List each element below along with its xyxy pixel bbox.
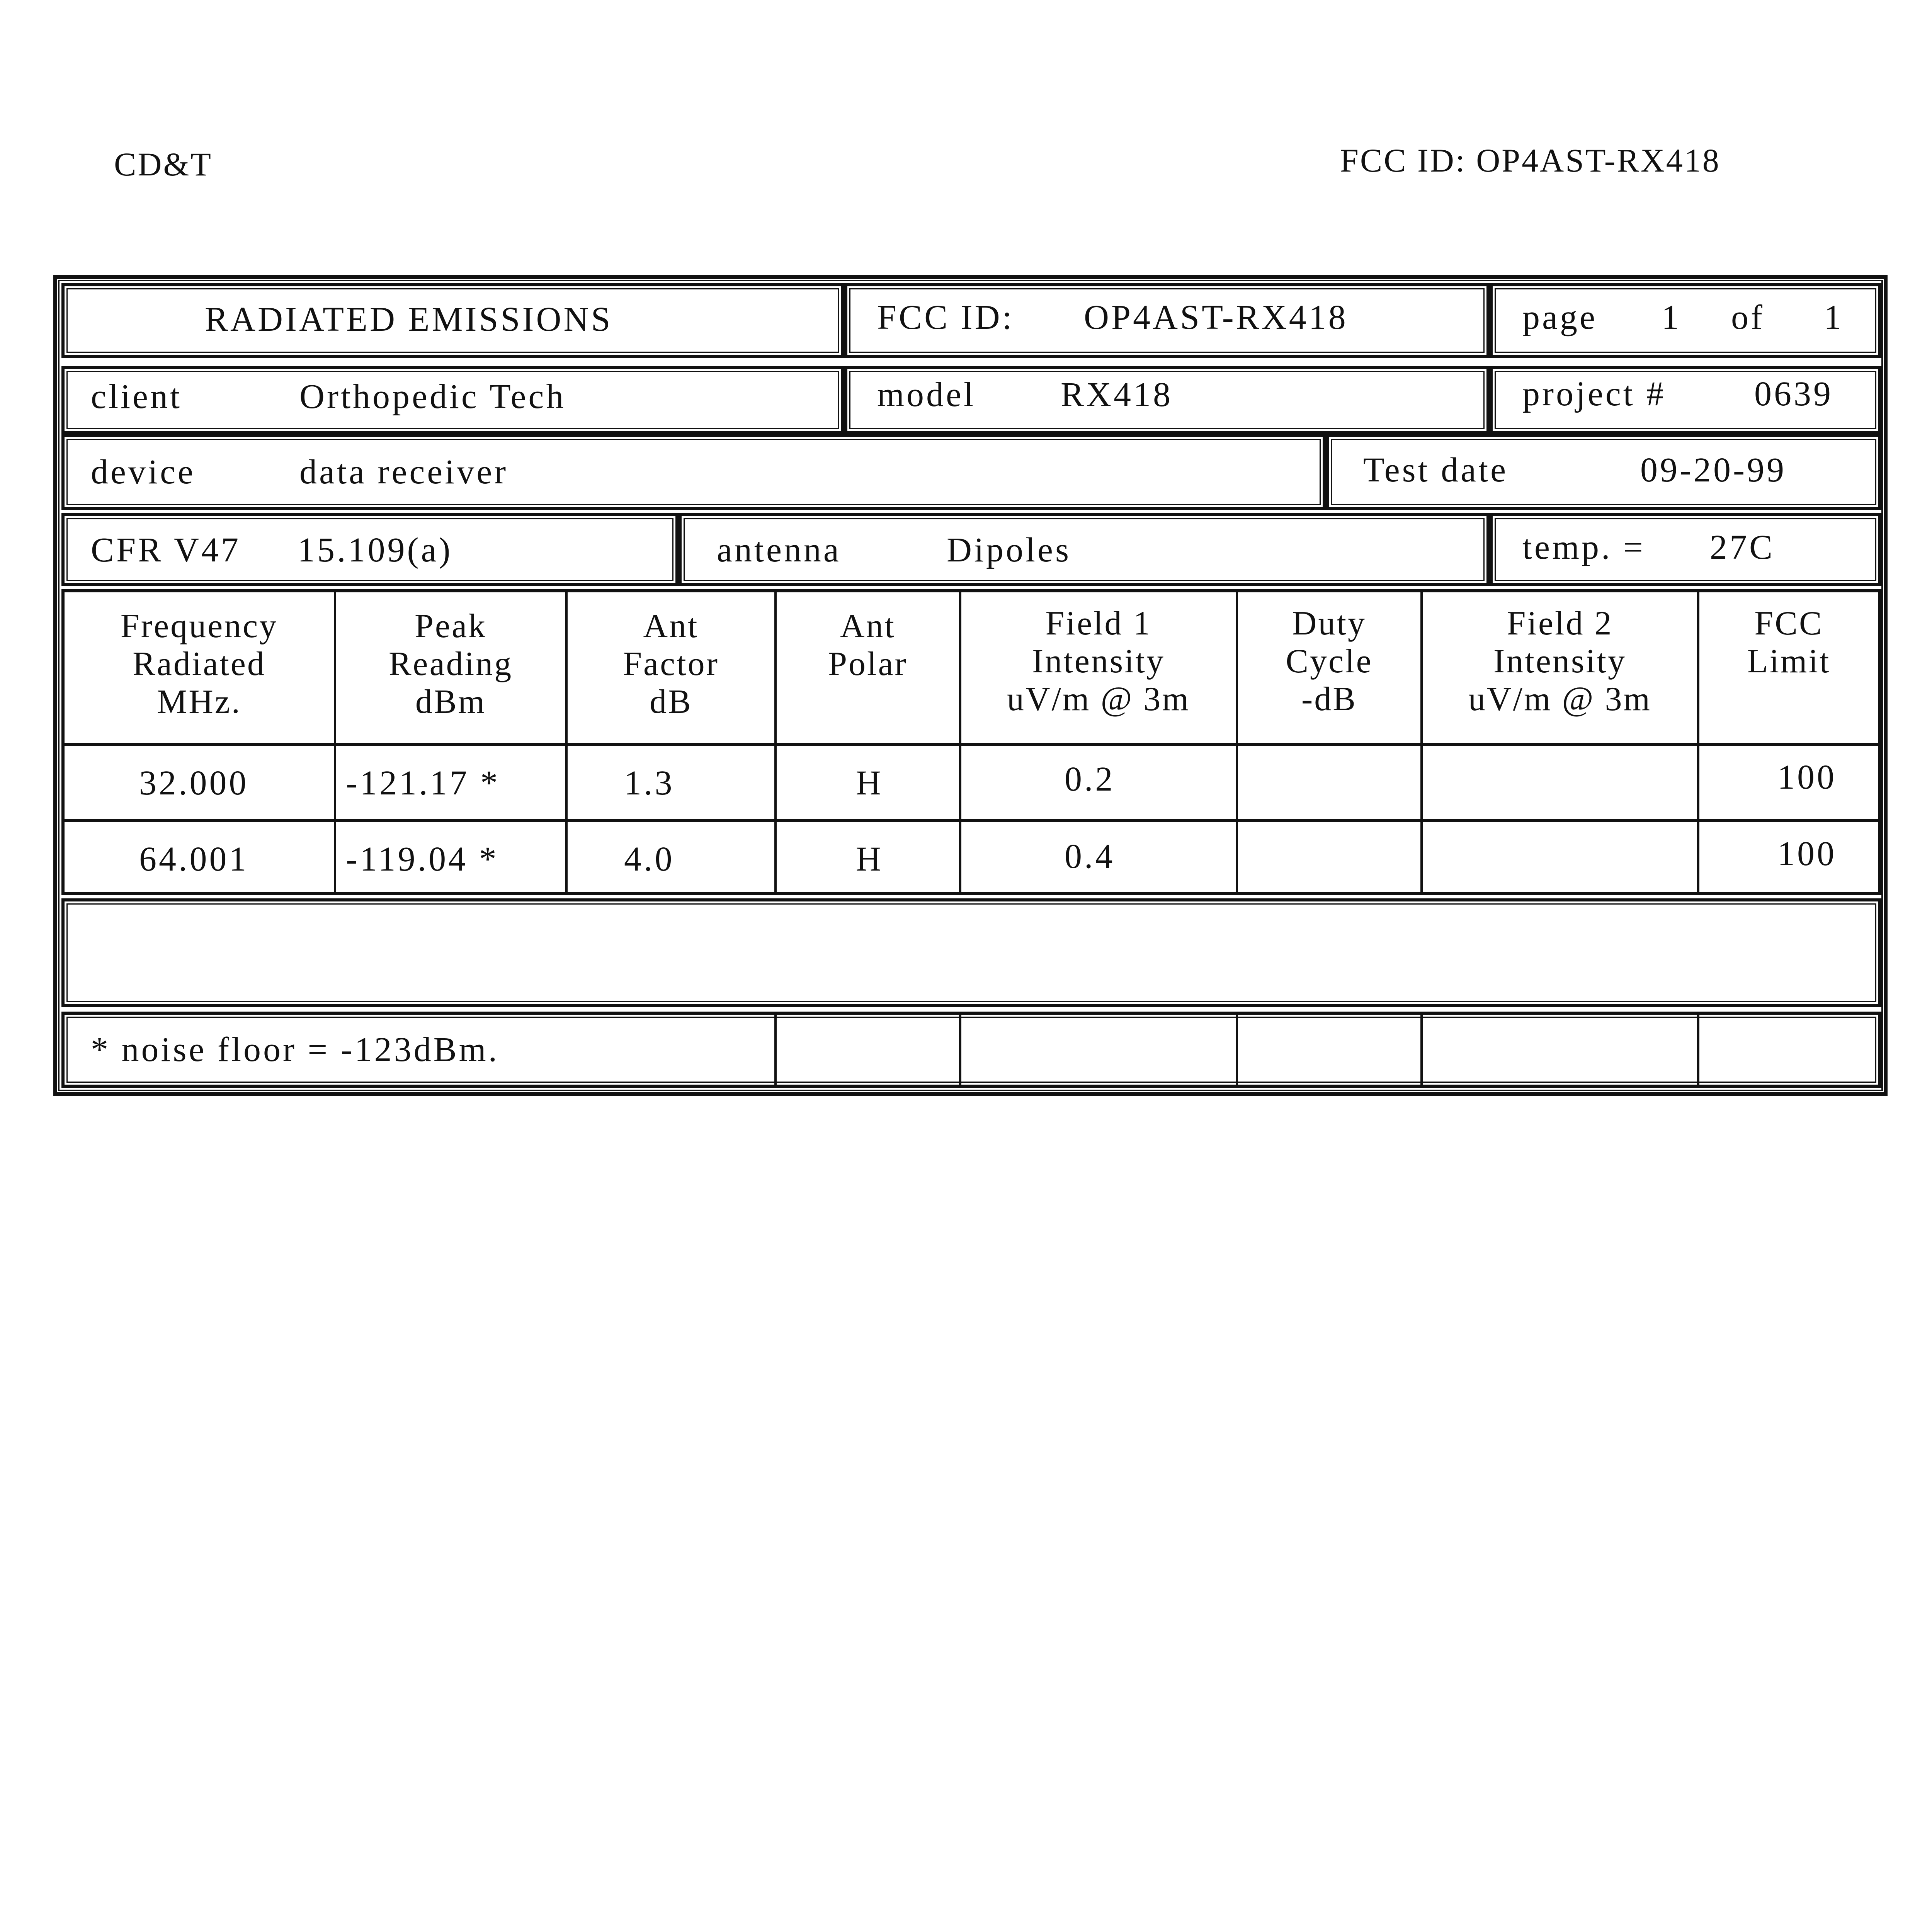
page-header-fcc-id: FCC ID: OP4AST-RX418: [1340, 142, 1721, 179]
header-duty-cycle: Duty Cycle -dB: [1286, 605, 1373, 718]
row-divider: [61, 743, 1881, 746]
model-label: model: [877, 376, 976, 414]
temp-value: 27C: [1710, 528, 1775, 566]
client-value: Orthopedic Tech: [299, 378, 566, 416]
footnote-divider: [1420, 1015, 1423, 1085]
fcc-id-label: FCC ID:: [877, 298, 1014, 337]
row2-fcc-limit: 100: [1777, 835, 1837, 873]
device-value: data receiver: [299, 453, 509, 491]
client-label: client: [91, 378, 182, 416]
form-title: RADIATED EMISSIONS: [205, 300, 613, 338]
row1-fcc-limit: 100: [1777, 758, 1837, 796]
antenna-value: Dipoles: [947, 531, 1071, 569]
project-label: project #: [1522, 375, 1666, 413]
header-field1-intensity: Field 1 Intensity uV/m @ 3m: [1007, 605, 1190, 718]
footnote-divider: [1236, 1015, 1238, 1085]
page-label: page: [1522, 298, 1597, 337]
cfr-label: CFR V47: [91, 531, 241, 569]
page-of-label: of: [1731, 298, 1765, 337]
header-peak-reading: Peak Reading dBm: [388, 607, 513, 721]
model-value: RX418: [1061, 376, 1173, 414]
row2-ant-polar: H: [856, 840, 883, 878]
noise-floor-footnote: * noise floor = -123dBm.: [91, 1031, 500, 1069]
test-date-label: Test date: [1363, 451, 1509, 489]
row1-frequency: 32.000: [139, 764, 249, 802]
header-frequency: Frequency Radiated MHz.: [120, 607, 278, 721]
row1-peak-reading: -121.17 *: [346, 764, 500, 802]
test-date-value: 09-20-99: [1640, 451, 1786, 489]
row2-peak-reading: -119.04 *: [346, 840, 499, 878]
footnote-divider: [774, 1015, 777, 1085]
row1-ant-factor: 1.3: [624, 764, 675, 802]
row2-frequency: 64.001: [139, 840, 249, 878]
header-ant-factor: Ant Factor dB: [623, 607, 719, 721]
page-number: 1: [1662, 298, 1681, 337]
header-ant-polar: Ant Polar: [828, 607, 908, 683]
device-cell: [61, 434, 1326, 510]
header-fcc-limit: FCC Limit: [1747, 605, 1831, 680]
footnote-divider: [1697, 1015, 1699, 1085]
row1-field1: 0.2: [1065, 760, 1115, 798]
cfr-value: 15.109(a): [298, 531, 453, 569]
temp-label: temp. =: [1522, 528, 1645, 566]
empty-row: [61, 898, 1881, 1007]
row2-ant-factor: 4.0: [624, 840, 675, 878]
footnote-divider: [959, 1015, 961, 1085]
page-header-left: CD&T: [114, 146, 213, 183]
fcc-id-value: OP4AST-RX418: [1084, 298, 1348, 337]
row2-field1: 0.4: [1065, 837, 1115, 876]
project-value: 0639: [1754, 375, 1833, 413]
row-divider: [61, 819, 1881, 822]
antenna-label: antenna: [717, 531, 841, 569]
header-field2-intensity: Field 2 Intensity uV/m @ 3m: [1468, 605, 1651, 718]
row1-ant-polar: H: [856, 764, 883, 802]
page-total: 1: [1824, 298, 1844, 337]
device-label: device: [91, 453, 196, 491]
